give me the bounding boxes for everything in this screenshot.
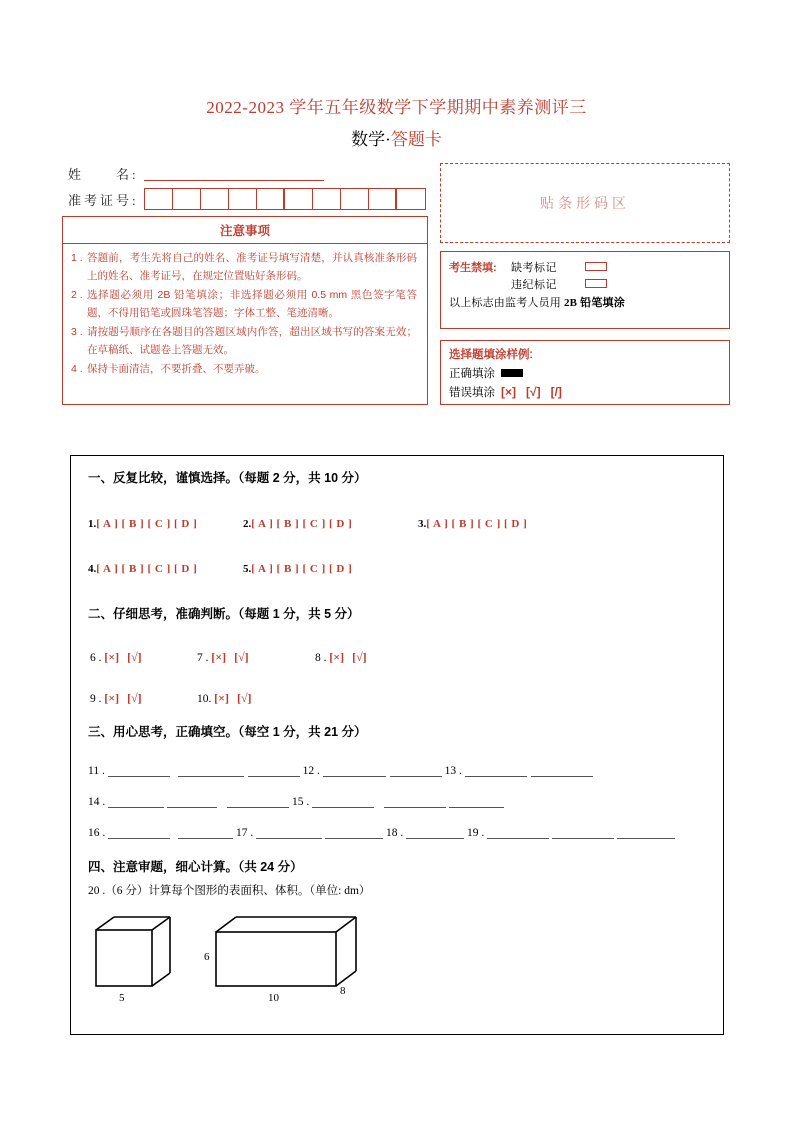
- answer-blank[interactable]: [465, 765, 527, 777]
- tf-options[interactable]: [×] [√]: [329, 650, 367, 664]
- title-subject: 数学: [351, 130, 386, 149]
- exam-id-cell[interactable]: [369, 189, 397, 209]
- geometry-figures: [88, 912, 388, 1020]
- tf-number: 6 .: [90, 652, 102, 664]
- absent-mark-row: [449, 258, 729, 275]
- notice-item-number: 2 .: [71, 289, 83, 301]
- barcode-paste-area: [440, 163, 730, 243]
- violation-mark-label: 违纪标记: [511, 278, 557, 291]
- tf-row-2: [90, 691, 252, 706]
- notice-box: [62, 216, 428, 405]
- prism-right-label: 8: [340, 985, 346, 997]
- blank-question-number: 12 .: [302, 765, 320, 777]
- tf-number: 10.: [197, 693, 212, 705]
- prism-left-label: 6: [204, 951, 210, 963]
- proctor-marks-box: [440, 251, 730, 329]
- blank-question-number: 17 .: [236, 827, 254, 839]
- section-4-heading: 四、注意审题，细心计算。（共 24 分）: [88, 860, 303, 874]
- absent-mark-checkbox[interactable]: [585, 262, 607, 271]
- notice-item-number: 4 .: [71, 363, 83, 375]
- blank-question-number: 15 .: [292, 796, 310, 808]
- answer-blank[interactable]: [390, 765, 442, 777]
- tf-number: 7 .: [197, 652, 209, 664]
- exam-id-cell[interactable]: [313, 189, 341, 209]
- mc-options[interactable]: [ A ] [ B ] [ C ] [ D ]: [251, 518, 353, 530]
- mc-options[interactable]: [ A ] [ B ] [ C ] [ D ]: [96, 518, 198, 530]
- violation-mark-row: [449, 275, 729, 292]
- wrong-fill-slash-icon: [/]: [550, 385, 562, 399]
- figures-svg: [88, 912, 388, 1020]
- exam-id-cell[interactable]: [173, 189, 201, 209]
- answer-blank[interactable]: [256, 827, 322, 839]
- exam-id-cell[interactable]: [397, 189, 425, 209]
- answer-blank[interactable]: [617, 827, 675, 839]
- notice-item: [71, 250, 417, 285]
- tf-question-8[interactable]: [315, 650, 367, 665]
- tf-options[interactable]: [×] [√]: [214, 691, 252, 705]
- fill-sample-colon: :: [529, 349, 533, 361]
- answer-blank[interactable]: [108, 765, 170, 777]
- mc-number: 2.: [243, 518, 252, 530]
- answer-blank[interactable]: [108, 796, 164, 808]
- blank-question-number: 13 .: [444, 765, 462, 777]
- tf-question-7[interactable]: [197, 650, 315, 665]
- notice-heading: 注意事项: [63, 217, 427, 244]
- answer-blank[interactable]: [108, 827, 170, 839]
- identity-fields: [68, 162, 428, 210]
- notice-item: [71, 361, 417, 379]
- prism-bottom-label: 10: [268, 992, 279, 1004]
- tf-options[interactable]: [×] [√]: [104, 691, 142, 705]
- proctor-note: [449, 294, 729, 310]
- notice-item-number: 1 .: [71, 252, 83, 264]
- blank-row-3: [88, 827, 675, 839]
- exam-id-cell[interactable]: [341, 189, 369, 209]
- blank-question-number: 11 .: [88, 765, 105, 777]
- mc-number: 1.: [88, 518, 97, 530]
- barcode-area-label: 贴条形码区: [540, 197, 630, 212]
- mc-row-1: [88, 518, 527, 530]
- mc-question-1[interactable]: [88, 518, 243, 530]
- answer-blank[interactable]: [167, 796, 217, 808]
- mc-number: 4.: [88, 563, 97, 575]
- fill-sample-box: [440, 340, 730, 405]
- wrong-fill-cross-icon: [×]: [501, 385, 516, 399]
- notice-body: [63, 244, 427, 379]
- mc-question-3[interactable]: [418, 518, 527, 530]
- answer-blank[interactable]: [178, 827, 233, 839]
- blank-question-number: 16 .: [88, 827, 106, 839]
- proctor-note-bold: 2B 铅笔填涂: [563, 297, 625, 309]
- notice-item: [71, 324, 417, 359]
- exam-id-cell[interactable]: [229, 189, 257, 209]
- title-line-2: [0, 125, 793, 150]
- mc-question-2[interactable]: [243, 518, 418, 530]
- title-dot: ·: [385, 130, 391, 149]
- mc-options[interactable]: [ A ] [ B ] [ C ] [ D ]: [251, 563, 353, 575]
- exam-id-boxes[interactable]: [144, 188, 426, 210]
- wrong-fill-label: 错误填涂: [449, 387, 495, 399]
- blank-row-2: [88, 796, 504, 808]
- tf-options[interactable]: [×] [√]: [211, 650, 249, 664]
- mc-question-4[interactable]: [88, 563, 243, 575]
- page-title: [0, 93, 793, 150]
- proctor-note-pre: 以上标志由监考人员用: [449, 297, 564, 309]
- section-3-heading: 三、用心思考，正确填空。（每空 1 分，共 21 分）: [88, 725, 367, 739]
- notice-item-text: 答题前，考生先将自己的姓名、准考证号填写清楚，并认真核准条形码上的姓名、准考证号，在规定位置贴好条形码。: [87, 252, 417, 282]
- proctor-box-title: 考生禁填:: [449, 261, 497, 274]
- title-sheet-label: 答题卡: [390, 130, 442, 149]
- wrong-fill-row: [449, 384, 729, 400]
- answer-blank[interactable]: [406, 827, 464, 839]
- wrong-fill-check-icon: [√]: [526, 385, 541, 399]
- rectangular-prism-icon: [216, 917, 356, 986]
- blank-question-number: 14 .: [88, 796, 106, 808]
- fill-sample-title: [449, 346, 729, 362]
- tf-number: 9 .: [90, 693, 102, 705]
- mc-row-2: [88, 563, 352, 575]
- answer-blank[interactable]: [449, 796, 504, 808]
- notice-item-text: 选择题必须用 2B 铅笔填涂；非选择题必须用 0.5 mm 黑色签字笔答题，不得用铅笔或圆珠笔答题；字体工整、笔迹清晰。: [87, 289, 417, 319]
- mc-options[interactable]: [ A ] [ B ] [ C ] [ D ]: [96, 563, 198, 575]
- exam-id-label: 准考证号:: [68, 192, 139, 208]
- answer-blank[interactable]: [552, 827, 614, 839]
- section-1-heading: 一、反复比较，谨慎选择。（每题 2 分，共 10 分）: [88, 471, 367, 485]
- answer-blank[interactable]: [178, 765, 244, 777]
- notice-item-text: 保持卡面清洁，不要折叠、不要弄破。: [87, 363, 266, 375]
- exam-id-row: [68, 188, 428, 210]
- fill-sample-title-text: 选择题填涂样例: [449, 349, 530, 361]
- tf-options[interactable]: [×] [√]: [104, 650, 142, 664]
- answer-blank[interactable]: [384, 796, 446, 808]
- notice-item: [71, 287, 417, 322]
- violation-mark-checkbox[interactable]: [585, 279, 607, 288]
- mc-options[interactable]: [ A ] [ B ] [ C ] [ D ]: [426, 518, 528, 530]
- answer-blank[interactable]: [312, 796, 374, 808]
- absent-mark-label: 缺考标记: [511, 261, 557, 274]
- correct-fill-row: [449, 365, 729, 381]
- section-2-heading: 二、仔细思考，准确判断。（每题 1 分，共 5 分）: [88, 607, 360, 621]
- blank-question-number: 19 .: [467, 827, 485, 839]
- exam-id-cell[interactable]: [257, 189, 285, 209]
- answer-blank[interactable]: [227, 796, 289, 808]
- mc-question-5[interactable]: [243, 563, 352, 575]
- name-input[interactable]: [144, 165, 324, 181]
- exam-id-cell[interactable]: [145, 189, 173, 209]
- notice-item-text: 请按题号顺序在各题目的答题区域内作答，超出区域书写的答案无效；在草稿纸、试题卷上答题无效。: [87, 326, 417, 356]
- cube-bottom-label: 5: [119, 992, 125, 1004]
- exam-id-cell[interactable]: [285, 189, 313, 209]
- tf-number: 8 .: [315, 652, 327, 664]
- answer-blank[interactable]: [248, 765, 300, 777]
- tf-question-10[interactable]: [197, 691, 252, 706]
- answer-blank[interactable]: [325, 827, 383, 839]
- cube-icon: [96, 917, 170, 986]
- name-row: [68, 162, 428, 184]
- name-label: 姓 名:: [68, 166, 139, 182]
- answer-blank[interactable]: [487, 827, 549, 839]
- tf-row-1: [90, 650, 367, 665]
- mc-number: 5.: [243, 563, 252, 575]
- tf-question-9[interactable]: [90, 691, 197, 706]
- answer-blank[interactable]: [323, 765, 386, 777]
- correct-fill-label: 正确填涂: [449, 368, 495, 380]
- mc-number: 3.: [418, 518, 427, 530]
- tf-question-6[interactable]: [90, 650, 197, 665]
- notice-item-number: 3 .: [71, 326, 83, 338]
- exam-id-cell[interactable]: [201, 189, 229, 209]
- title-line-1: 2022-2023 学年五年级数学下学期期中素养测评三: [206, 98, 587, 117]
- blank-question-number: 18 .: [386, 827, 404, 839]
- question-20-prompt: 20 .（6 分）计算每个图形的表面积、体积。（单位: dm）: [88, 885, 371, 897]
- blank-row-1: [88, 765, 593, 777]
- answer-blank[interactable]: [531, 765, 593, 777]
- correct-fill-icon: [501, 369, 523, 377]
